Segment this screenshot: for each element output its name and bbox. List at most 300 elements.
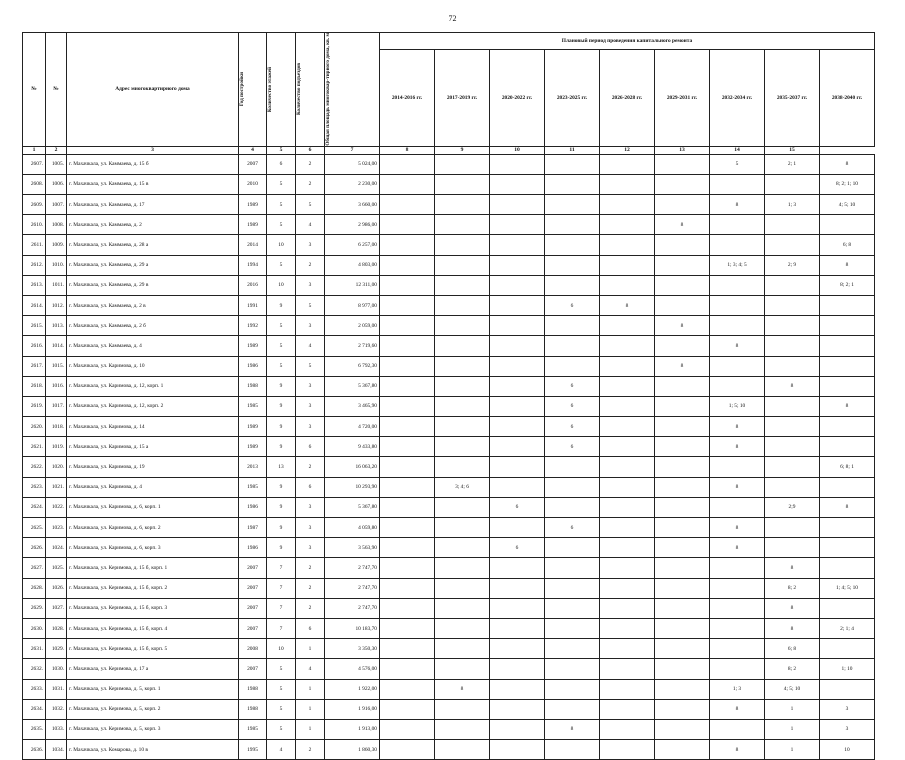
cell-period-4: 6 [545, 417, 600, 437]
header-period-6: 2029-2031 гг. [655, 50, 710, 146]
header-period-9: 2038-2040 гг. [820, 50, 875, 146]
header-year-text: Год постройки [239, 72, 245, 107]
cell-entrances: 2 [296, 174, 325, 194]
table-row [23, 457, 875, 477]
cell-area: 2 747,70 [325, 558, 380, 578]
table-row [23, 275, 875, 295]
cell-period-5 [600, 174, 655, 194]
cell-period-2 [435, 598, 490, 618]
table-row [23, 598, 875, 618]
cell-period-1 [380, 659, 435, 679]
cell-area: 5 024,00 [325, 154, 380, 174]
cell-year: 1994 [239, 255, 267, 275]
cell-period-4 [545, 235, 600, 255]
header-no1: № [23, 33, 46, 147]
cell-row-number: 2628. [23, 578, 46, 598]
cell-period-3: 6 [490, 497, 545, 517]
cell-period-4 [545, 639, 600, 659]
cell-period-9 [820, 538, 875, 558]
cell-area: 4 803,00 [325, 255, 380, 275]
cell-row-number: 2612. [23, 255, 46, 275]
cell-row-number: 2614. [23, 295, 46, 315]
cell-area: 4 720,00 [325, 417, 380, 437]
cell-period-8: 1 [765, 719, 820, 739]
cell-period-3 [490, 437, 545, 457]
cell-period-3 [490, 477, 545, 497]
cell-entrances: 2 [296, 154, 325, 174]
cell-entrances: 2 [296, 578, 325, 598]
header-column-number: 6 [296, 146, 325, 154]
cell-period-4 [545, 618, 600, 638]
header-entrances [296, 33, 325, 147]
cell-period-6 [655, 740, 710, 760]
cell-row-number: 2636. [23, 740, 46, 760]
cell-floors: 4 [267, 740, 296, 760]
cell-period-8 [765, 457, 820, 477]
cell-sub-number: 1016. [46, 376, 67, 396]
header-period-1: 2014-2016 гг. [380, 50, 435, 146]
cell-period-9: 8; 2; 1; 10 [820, 174, 875, 194]
cell-entrances: 6 [296, 477, 325, 497]
cell-area: 3 465,90 [325, 396, 380, 416]
cell-period-1 [380, 275, 435, 295]
cell-entrances: 4 [296, 336, 325, 356]
cell-address: г. Махачкала, ул. Каримова, д. 15 а [67, 437, 239, 457]
cell-period-3 [490, 396, 545, 416]
header-period-2: 2017-2019 гг. [435, 50, 490, 146]
cell-period-6 [655, 336, 710, 356]
cell-area: 5 367,80 [325, 497, 380, 517]
cell-period-5 [600, 417, 655, 437]
cell-entrances: 1 [296, 699, 325, 719]
cell-entrances: 3 [296, 235, 325, 255]
cell-period-4: 6 [545, 376, 600, 396]
header-entrances-text: Количество подъездов [296, 63, 302, 116]
cell-period-5 [600, 699, 655, 719]
cell-year: 1989 [239, 195, 267, 215]
cell-year: 1988 [239, 376, 267, 396]
cell-period-6 [655, 518, 710, 538]
cell-address: г. Махачкала, ул. Каммаева, д. 4 [67, 336, 239, 356]
cell-period-7 [710, 659, 765, 679]
cell-period-2 [435, 518, 490, 538]
cell-row-number: 2618. [23, 376, 46, 396]
cell-period-2 [435, 174, 490, 194]
cell-period-2 [435, 255, 490, 275]
cell-period-9 [820, 558, 875, 578]
cell-period-8: 8 [765, 558, 820, 578]
cell-floors: 5 [267, 659, 296, 679]
table-row [23, 396, 875, 416]
cell-address: г. Махачкала, ул. Каммаева, д. 2 в [67, 295, 239, 315]
cell-period-4: 6 [545, 518, 600, 538]
cell-address: г. Махачкала, ул. Керимова, д. 15 б, корп. 3 [67, 598, 239, 618]
cell-period-7: 8 [710, 195, 765, 215]
table-row [23, 518, 875, 538]
cell-period-9 [820, 518, 875, 538]
cell-period-7 [710, 497, 765, 517]
cell-period-5 [600, 316, 655, 336]
cell-period-3 [490, 275, 545, 295]
cell-period-9: 4; 5; 10 [820, 195, 875, 215]
cell-period-5 [600, 437, 655, 457]
cell-period-2 [435, 719, 490, 739]
cell-address: г. Махачкала, ул. Каммаева, д. 2 [67, 215, 239, 235]
cell-floors: 5 [267, 174, 296, 194]
cell-entrances: 2 [296, 558, 325, 578]
cell-row-number: 2611. [23, 235, 46, 255]
cell-period-6 [655, 538, 710, 558]
cell-period-8: 8 [765, 376, 820, 396]
cell-sub-number: 1025. [46, 558, 67, 578]
cell-period-2 [435, 316, 490, 336]
cell-period-3 [490, 195, 545, 215]
cell-period-6 [655, 174, 710, 194]
table-row [23, 336, 875, 356]
cell-period-8 [765, 538, 820, 558]
cell-row-number: 2615. [23, 316, 46, 336]
cell-year: 1988 [239, 699, 267, 719]
cell-period-8 [765, 336, 820, 356]
cell-period-7: 8 [710, 336, 765, 356]
cell-period-2 [435, 639, 490, 659]
cell-year: 1986 [239, 538, 267, 558]
cell-floors: 5 [267, 679, 296, 699]
cell-period-7 [710, 316, 765, 336]
cell-entrances: 5 [296, 295, 325, 315]
cell-period-7 [710, 598, 765, 618]
cell-period-7: 8 [710, 538, 765, 558]
cell-area: 2 059,00 [325, 316, 380, 336]
cell-sub-number: 1026. [46, 578, 67, 598]
cell-sub-number: 1019. [46, 437, 67, 457]
cell-period-1 [380, 618, 435, 638]
cell-entrances: 3 [296, 417, 325, 437]
cell-period-9 [820, 437, 875, 457]
cell-period-1 [380, 437, 435, 457]
cell-sub-number: 1007. [46, 195, 67, 215]
cell-period-7: 8 [710, 437, 765, 457]
cell-period-1 [380, 598, 435, 618]
cell-period-5 [600, 336, 655, 356]
cell-year: 1988 [239, 679, 267, 699]
cell-sub-number: 1012. [46, 295, 67, 315]
cell-period-5 [600, 659, 655, 679]
cell-period-3 [490, 356, 545, 376]
cell-floors: 7 [267, 618, 296, 638]
cell-period-8: 1 [765, 740, 820, 760]
cell-area: 4 576,00 [325, 659, 380, 679]
cell-period-2 [435, 578, 490, 598]
cell-period-4 [545, 336, 600, 356]
cell-period-8: 4; 5; 10 [765, 679, 820, 699]
cell-area: 2 986,00 [325, 215, 380, 235]
cell-address: г. Махачкала, ул. Каримова, д. 6, корп. 1 [67, 497, 239, 517]
header-column-number: 8 [380, 146, 435, 154]
cell-period-8 [765, 396, 820, 416]
cell-year: 2007 [239, 154, 267, 174]
cell-period-5 [600, 275, 655, 295]
table-row [23, 538, 875, 558]
cell-address: г. Махачкала, ул. Каммаева, д. 28 а [67, 235, 239, 255]
cell-period-3 [490, 336, 545, 356]
cell-area: 10 183,70 [325, 618, 380, 638]
cell-area: 9 433,80 [325, 437, 380, 457]
cell-period-7 [710, 275, 765, 295]
cell-sub-number: 1011. [46, 275, 67, 295]
cell-area: 2 719,60 [325, 336, 380, 356]
table-row [23, 639, 875, 659]
cell-period-5 [600, 356, 655, 376]
cell-sub-number: 1017. [46, 396, 67, 416]
cell-period-1 [380, 518, 435, 538]
header-area [325, 33, 380, 147]
cell-address: г. Махачкала, ул. Керимова, д. 5, корп. 2 [67, 699, 239, 719]
cell-area: 8 977,00 [325, 295, 380, 315]
cell-period-1 [380, 195, 435, 215]
cell-period-7 [710, 558, 765, 578]
cell-period-5 [600, 538, 655, 558]
cell-period-2: 8 [435, 679, 490, 699]
cell-period-5 [600, 477, 655, 497]
cell-period-7: 1; 3; 4; 5 [710, 255, 765, 275]
cell-period-4 [545, 356, 600, 376]
cell-period-4 [545, 174, 600, 194]
cell-period-6 [655, 618, 710, 638]
cell-period-4: 8 [545, 719, 600, 739]
cell-period-9 [820, 215, 875, 235]
cell-area: 1 916,00 [325, 699, 380, 719]
cell-period-4: 6 [545, 396, 600, 416]
cell-year: 1985 [239, 719, 267, 739]
cell-period-1 [380, 235, 435, 255]
cell-year: 2014 [239, 235, 267, 255]
cell-period-3 [490, 740, 545, 760]
cell-period-2: 3; 4; 6 [435, 477, 490, 497]
cell-address: г. Махачкала, ул. Керимова, д. 5, корп. 3 [67, 719, 239, 739]
cell-floors: 9 [267, 396, 296, 416]
cell-floors: 5 [267, 215, 296, 235]
cell-sub-number: 1013. [46, 316, 67, 336]
cell-period-7: 8 [710, 740, 765, 760]
cell-floors: 9 [267, 376, 296, 396]
cell-period-2 [435, 195, 490, 215]
cell-period-6 [655, 598, 710, 618]
cell-floors: 9 [267, 518, 296, 538]
cell-period-7: 8 [710, 477, 765, 497]
cell-year: 1986 [239, 356, 267, 376]
table-row [23, 295, 875, 315]
cell-period-2 [435, 295, 490, 315]
cell-period-5 [600, 679, 655, 699]
cell-period-8 [765, 174, 820, 194]
page-number: 72 [448, 14, 457, 23]
cell-period-1 [380, 699, 435, 719]
cell-row-number: 2631. [23, 639, 46, 659]
cell-period-2 [435, 275, 490, 295]
cell-period-7 [710, 578, 765, 598]
cell-row-number: 2619. [23, 396, 46, 416]
cell-period-3 [490, 719, 545, 739]
cell-period-9: 10 [820, 740, 875, 760]
cell-period-5 [600, 578, 655, 598]
cell-year: 2013 [239, 457, 267, 477]
cell-period-4 [545, 740, 600, 760]
cell-area: 2 747,70 [325, 578, 380, 598]
header-column-number: 12 [600, 146, 655, 154]
cell-period-4 [545, 497, 600, 517]
cell-period-9: 6; 8 [820, 235, 875, 255]
cell-period-9: 8 [820, 154, 875, 174]
cell-address: г. Махачкала, ул. Керимова, д. 5, корп. 1 [67, 679, 239, 699]
cell-period-4 [545, 558, 600, 578]
cell-period-7 [710, 719, 765, 739]
cell-year: 1986 [239, 497, 267, 517]
cell-period-5 [600, 598, 655, 618]
cell-period-9: 8; 2; 1 [820, 275, 875, 295]
table-row [23, 659, 875, 679]
cell-entrances: 3 [296, 376, 325, 396]
cell-period-6: 8 [655, 215, 710, 235]
cell-year: 2007 [239, 618, 267, 638]
header-column-number: 5 [267, 146, 296, 154]
table-row [23, 699, 875, 719]
cell-year: 1987 [239, 518, 267, 538]
cell-period-2 [435, 699, 490, 719]
cell-entrances: 5 [296, 356, 325, 376]
cell-address: г. Махачкала, ул. Комарова, д. 10 в [67, 740, 239, 760]
cell-period-4 [545, 154, 600, 174]
cell-period-8: 2;9 [765, 497, 820, 517]
table-row [23, 316, 875, 336]
cell-period-9 [820, 639, 875, 659]
cell-row-number: 2609. [23, 195, 46, 215]
cell-floors: 5 [267, 699, 296, 719]
table-row [23, 679, 875, 699]
cell-period-7: 8 [710, 699, 765, 719]
cell-address: г. Махачкала, ул. Каримова, д. 14 [67, 417, 239, 437]
cell-period-8: 8 [765, 598, 820, 618]
header-period-4: 2023-2025 гг. [545, 50, 600, 146]
cell-period-8 [765, 477, 820, 497]
table-row [23, 154, 875, 174]
cell-period-5 [600, 518, 655, 538]
cell-sub-number: 1022. [46, 497, 67, 517]
cell-period-1 [380, 639, 435, 659]
cell-period-9: 2; 1; 4 [820, 618, 875, 638]
cell-entrances: 3 [296, 538, 325, 558]
cell-period-3 [490, 558, 545, 578]
cell-period-4 [545, 316, 600, 336]
cell-period-3 [490, 457, 545, 477]
cell-period-3 [490, 699, 545, 719]
cell-period-8: 1; 3 [765, 195, 820, 215]
cell-entrances: 3 [296, 497, 325, 517]
cell-year: 1995 [239, 740, 267, 760]
cell-area: 1 922,00 [325, 679, 380, 699]
cell-period-3 [490, 578, 545, 598]
cell-year: 2016 [239, 275, 267, 295]
table-row [23, 215, 875, 235]
cell-period-5 [600, 457, 655, 477]
cell-row-number: 2625. [23, 518, 46, 538]
cell-period-3 [490, 255, 545, 275]
cell-period-9 [820, 598, 875, 618]
cell-period-9: 8 [820, 255, 875, 275]
cell-period-5 [600, 497, 655, 517]
cell-entrances: 5 [296, 195, 325, 215]
cell-address: г. Махачкала, ул. Керимова, д. 15 б, корп. 5 [67, 639, 239, 659]
header-floors [267, 33, 296, 147]
cell-row-number: 2632. [23, 659, 46, 679]
cell-area: 10 293,90 [325, 477, 380, 497]
cell-area: 6 792,30 [325, 356, 380, 376]
cell-entrances: 1 [296, 639, 325, 659]
cell-period-9 [820, 679, 875, 699]
cell-sub-number: 1031. [46, 679, 67, 699]
cell-period-6 [655, 255, 710, 275]
header-period-group: Плановый период проведения капитального ремонта [380, 33, 875, 50]
cell-entrances: 4 [296, 659, 325, 679]
cell-floors: 7 [267, 578, 296, 598]
cell-row-number: 2627. [23, 558, 46, 578]
cell-area: 1 860,30 [325, 740, 380, 760]
cell-entrances: 6 [296, 437, 325, 457]
cell-period-6 [655, 195, 710, 215]
cell-address: г. Махачкала, ул. Каммаева, д. 2 б [67, 316, 239, 336]
cell-period-8: 2; 1 [765, 154, 820, 174]
cell-floors: 5 [267, 255, 296, 275]
capital-repair-table-container [22, 32, 875, 760]
header-period-7: 2032-2034 гг. [710, 50, 765, 146]
cell-period-4 [545, 598, 600, 618]
cell-period-4 [545, 659, 600, 679]
cell-entrances: 4 [296, 215, 325, 235]
cell-period-2 [435, 235, 490, 255]
cell-period-3 [490, 518, 545, 538]
cell-sub-number: 1010. [46, 255, 67, 275]
cell-floors: 5 [267, 336, 296, 356]
cell-row-number: 2613. [23, 275, 46, 295]
cell-sub-number: 1015. [46, 356, 67, 376]
cell-period-3 [490, 376, 545, 396]
cell-year: 1992 [239, 316, 267, 336]
cell-floors: 9 [267, 477, 296, 497]
cell-address: г. Махачкала, ул. Каримова, д. 6, корп. 3 [67, 538, 239, 558]
header-column-number: 4 [239, 146, 267, 154]
cell-address: г. Махачкала, ул. Каримова, д. 10 [67, 356, 239, 376]
header-column-number: 10 [490, 146, 545, 154]
cell-period-9 [820, 417, 875, 437]
cell-year: 1985 [239, 477, 267, 497]
cell-sub-number: 1009. [46, 235, 67, 255]
cell-period-2 [435, 215, 490, 235]
cell-period-6 [655, 659, 710, 679]
cell-period-3 [490, 417, 545, 437]
header-column-number: 11 [545, 146, 600, 154]
cell-period-9: 1; 10 [820, 659, 875, 679]
cell-period-3 [490, 295, 545, 315]
table-row [23, 356, 875, 376]
cell-area: 16 063,20 [325, 457, 380, 477]
cell-area: 1 913,00 [325, 719, 380, 739]
cell-address: г. Махачкала, ул. Каримова, д. 4 [67, 477, 239, 497]
cell-period-4 [545, 477, 600, 497]
cell-period-2 [435, 376, 490, 396]
cell-address: г. Махачкала, ул. Каммаева, д. 29 а [67, 255, 239, 275]
cell-sub-number: 1006. [46, 174, 67, 194]
cell-period-5 [600, 396, 655, 416]
